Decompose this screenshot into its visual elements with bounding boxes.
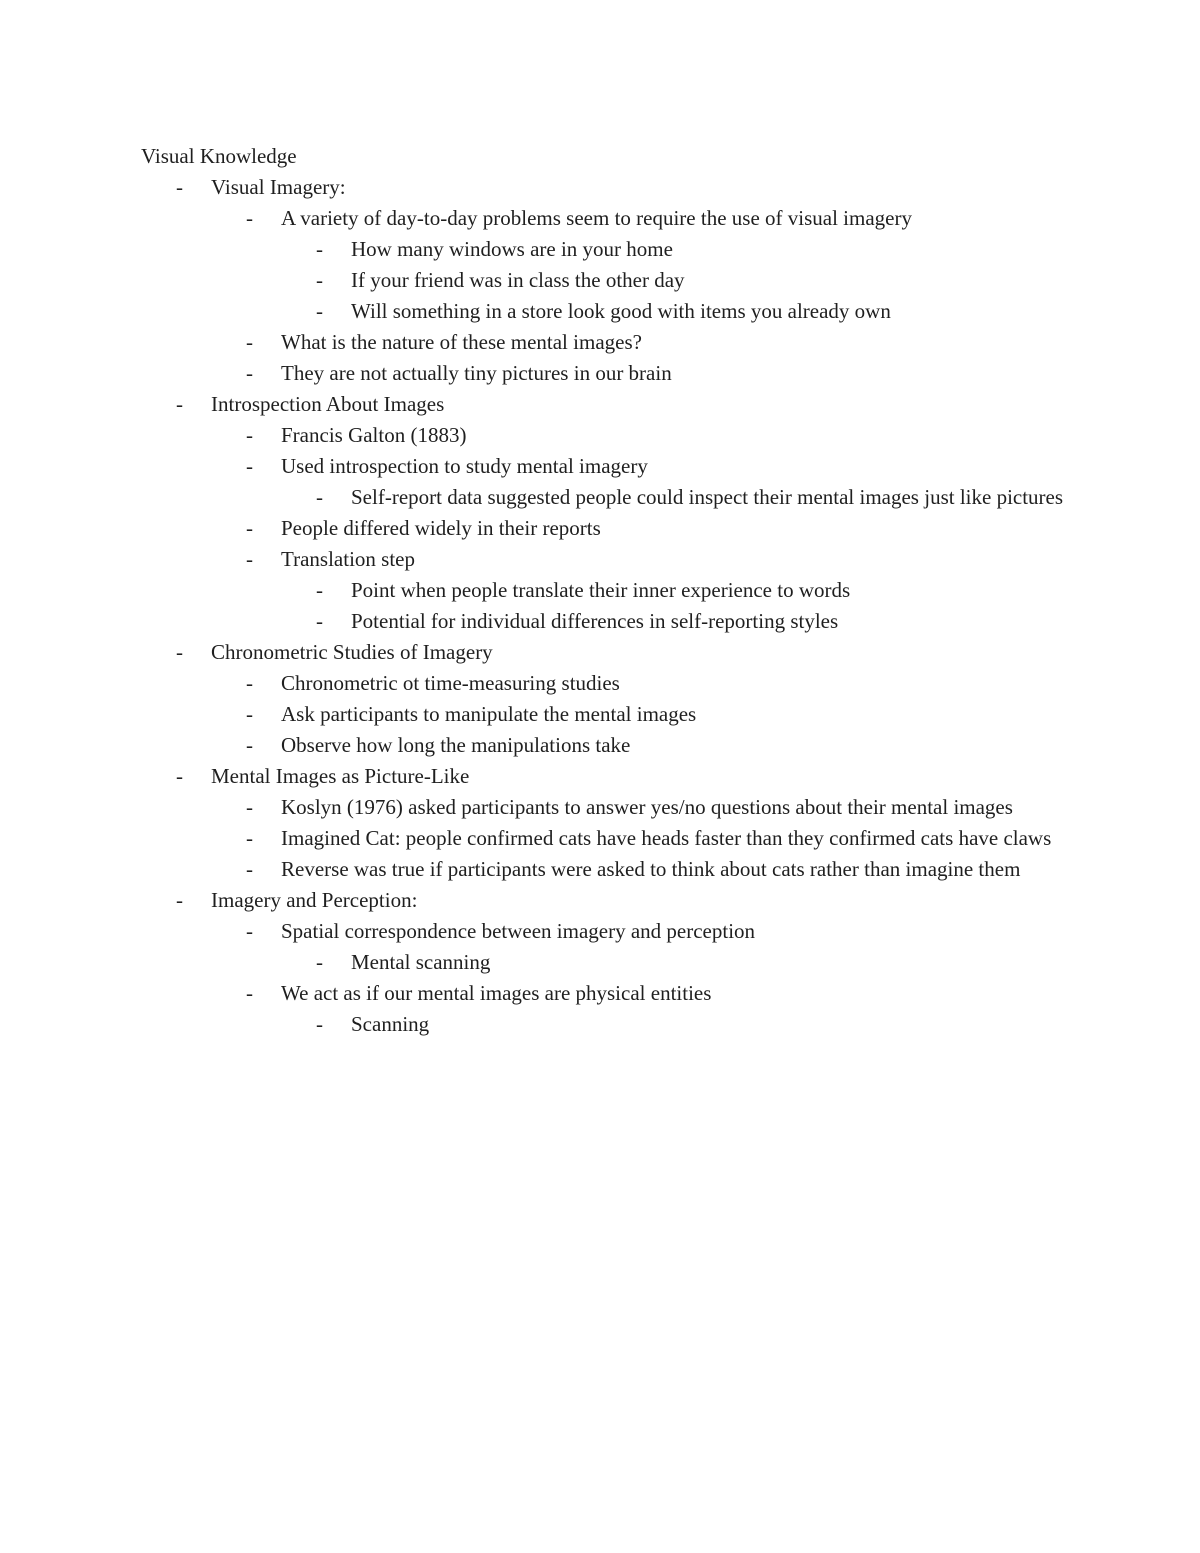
- outline-item-level-2: [211, 513, 1081, 544]
- outline-sublist: [141, 792, 1081, 885]
- bullet-dash: -: [176, 175, 183, 199]
- document-body: [141, 141, 1081, 1040]
- outline-item-text: Reverse was true if participants were asked to think about cats rather than imagine them: [281, 857, 1021, 881]
- outline-item-text: Potential for individual differences in self-reporting styles: [351, 609, 839, 633]
- outline-item-level-1: [141, 637, 1081, 761]
- bullet-dash: -: [176, 640, 183, 664]
- bullet-dash: -: [316, 950, 323, 974]
- outline-item-text: Will something in a store look good with items you already own: [351, 299, 891, 323]
- bullet-dash: -: [316, 578, 323, 602]
- outline-item-text: A variety of day-to-day problems seem to require the use of visual imagery: [281, 206, 912, 230]
- outline-item-text: If your friend was in class the other day: [351, 268, 685, 292]
- outline-item-level-2: [211, 358, 1081, 389]
- outline-item-text: Francis Galton (1883): [281, 423, 467, 447]
- outline-item-level-3: [281, 482, 1081, 513]
- outline-item-text: How many windows are in your home: [351, 237, 673, 261]
- outline-sublist: [141, 916, 1081, 1040]
- bullet-dash: -: [246, 702, 253, 726]
- outline-item-level-1: [141, 761, 1081, 885]
- bullet-dash: -: [316, 268, 323, 292]
- bullet-dash: -: [316, 1012, 323, 1036]
- outline-item-level-2: [211, 544, 1081, 637]
- bullet-dash: -: [246, 454, 253, 478]
- outline-sublist: [211, 1009, 1081, 1040]
- outline-item-level-2: [211, 916, 1081, 978]
- outline-item-text: Introspection About Images: [211, 392, 445, 416]
- outline-sublist: [211, 947, 1081, 978]
- outline-list: [141, 172, 1081, 1040]
- outline-item-level-3: [281, 1009, 1081, 1040]
- outline-item-level-2: [211, 823, 1081, 854]
- bullet-dash: -: [246, 919, 253, 943]
- outline-item-level-2: [211, 327, 1081, 358]
- outline-item-level-2: [211, 668, 1081, 699]
- outline-item-level-2: [211, 451, 1081, 513]
- outline-item-level-2: [211, 730, 1081, 761]
- bullet-dash: -: [246, 826, 253, 850]
- outline-item-level-3: [281, 234, 1081, 265]
- bullet-dash: -: [246, 206, 253, 230]
- outline-item-text: They are not actually tiny pictures in our brain: [281, 361, 672, 385]
- outline-item-text: Mental Images as Picture-Like: [211, 764, 470, 788]
- outline-sublist: [211, 234, 1081, 327]
- bullet-dash: -: [176, 888, 183, 912]
- bullet-dash: -: [246, 516, 253, 540]
- bullet-dash: -: [176, 764, 183, 788]
- bullet-dash: -: [246, 795, 253, 819]
- outline-item-text: Translation step: [281, 547, 415, 571]
- outline-item-text: Koslyn (1976) asked participants to answer yes/no questions about their mental images: [281, 795, 1013, 819]
- outline-item-level-2: [211, 699, 1081, 730]
- outline-item-text: Self-report data suggested people could inspect their mental images just like pictures: [351, 485, 1064, 509]
- outline-item-text: Chronometric Studies of Imagery: [211, 640, 493, 664]
- outline-item-text: Imagery and Perception:: [211, 888, 418, 912]
- bullet-dash: -: [316, 485, 323, 509]
- document-title: Visual Knowledge: [141, 144, 297, 168]
- outline-item-level-1: [141, 389, 1081, 637]
- outline-item-level-3: [281, 947, 1081, 978]
- outline-item-text: Point when people translate their inner experience to words: [351, 578, 851, 602]
- bullet-dash: -: [246, 981, 253, 1005]
- outline-item-level-3: [281, 606, 1081, 637]
- bullet-dash: -: [316, 609, 323, 633]
- outline-item-level-1: [141, 885, 1081, 1040]
- outline-item-level-2: [211, 854, 1081, 885]
- bullet-dash: -: [246, 671, 253, 695]
- outline-item-text: Chronometric ot time-measuring studies: [281, 671, 620, 695]
- bullet-dash: -: [246, 423, 253, 447]
- bullet-dash: -: [176, 392, 183, 416]
- outline-item-text: Imagined Cat: people confirmed cats have heads faster than they confirmed cats have claws: [281, 826, 1052, 850]
- outline-item-level-3: [281, 296, 1081, 327]
- outline-item-text: Mental scanning: [351, 950, 491, 974]
- outline-sublist: [211, 575, 1081, 637]
- outline-item-level-2: [211, 978, 1081, 1040]
- outline-item-text: Spatial correspondence between imagery and perception: [281, 919, 756, 943]
- outline-item-level-3: [281, 575, 1081, 606]
- outline-item-text: Observe how long the manipulations take: [281, 733, 631, 757]
- bullet-dash: -: [316, 299, 323, 323]
- outline-item-level-1: [141, 172, 1081, 389]
- outline-sublist: [141, 420, 1081, 637]
- outline-item-text: Ask participants to manipulate the mental images: [281, 702, 697, 726]
- bullet-dash: -: [246, 857, 253, 881]
- bullet-dash: -: [246, 733, 253, 757]
- bullet-dash: -: [246, 547, 253, 571]
- outline-item-level-2: [211, 420, 1081, 451]
- outline-item-level-2: [211, 203, 1081, 327]
- outline-sublist: [211, 482, 1081, 513]
- outline-item-text: Scanning: [351, 1012, 430, 1036]
- bullet-dash: -: [246, 330, 253, 354]
- outline-item-level-2: [211, 792, 1081, 823]
- outline-item-text: People differed widely in their reports: [281, 516, 601, 540]
- outline-sublist: [141, 668, 1081, 761]
- bullet-dash: -: [246, 361, 253, 385]
- outline-item-text: We act as if our mental images are physical entities: [281, 981, 712, 1005]
- outline-sublist: [141, 203, 1081, 389]
- outline-item-level-3: [281, 265, 1081, 296]
- outline-item-text: What is the nature of these mental images?: [281, 330, 642, 354]
- outline-item-text: Visual Imagery:: [211, 175, 346, 199]
- outline-item-text: Used introspection to study mental imagery: [281, 454, 648, 478]
- bullet-dash: -: [316, 237, 323, 261]
